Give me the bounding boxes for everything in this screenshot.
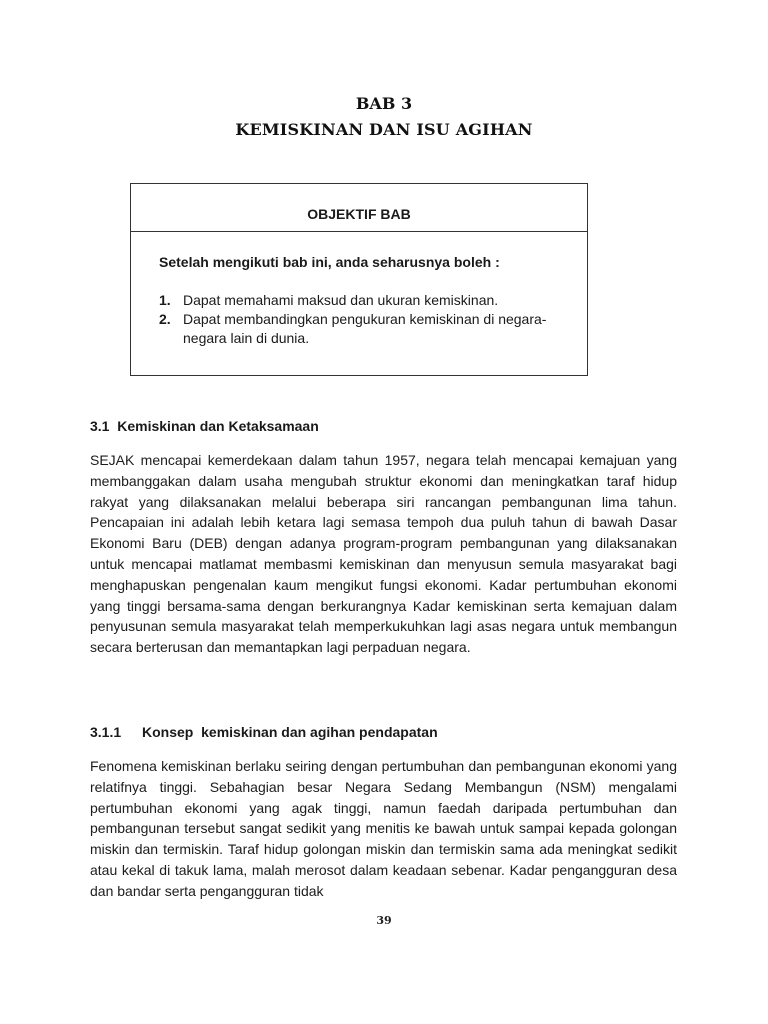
section-heading-3-1: 3.1 Kemiskinan dan Ketaksamaan: [90, 418, 319, 434]
page-number: 39: [376, 914, 392, 927]
list-item: [159, 310, 569, 348]
list-item-text: Dapat membandingkan pengukuran kemiskinan di negara-negara lain di dunia.: [183, 311, 547, 346]
objectives-header: OBJEKTIF BAB: [131, 184, 587, 232]
chapter-title: KEMISKINAN DAN ISU AGIHAN: [235, 120, 533, 139]
list-item-text: Dapat memahami maksud dan ukuran kemiskinan.: [183, 292, 499, 308]
list-item-number: 1.: [159, 292, 171, 308]
section-heading-3-1-1: [90, 724, 438, 740]
list-item: [159, 291, 569, 310]
objectives-list: [159, 291, 569, 348]
section-number: 3.1.1: [90, 724, 122, 740]
objectives-intro: Setelah mengikuti bab ini, anda seharusnya boleh :: [159, 254, 500, 270]
list-item-number: 2.: [159, 311, 171, 327]
objectives-box: [130, 183, 588, 376]
chapter-number: BAB 3: [355, 94, 413, 113]
section-3-1-1-paragraph: Fenomena kemiskinan berlaku seiring dengan pertumbuhan dan pembangunan ekonomi yang relatifnya tinggi. Sebahagian besar Negara Sedang Membangun (NSM) mengalami pertumbuhan ekonomi yang agak tinggi, namun faedah daripada pertumbuhan dan pembangunan tersebut sangat sedikit yang menitis ke bawah untuk sampai kepada golongan miskin dan termiskin. Taraf hidup golongan miskin dan termiskin sama ada meningkat sedikit atau kekal di takuk lama, malah merosot dalam keadaan sebenar. Kadar pengangguran desa dan bandar serta pengangguran tidak: [90, 758, 677, 899]
section-title: Konsep kemiskinan dan agihan pendapatan: [142, 724, 438, 740]
section-3-1-paragraph: SEJAK mencapai kemerdekaan dalam tahun 1957, negara telah mencapai kemajuan yang membanggakan dalam usaha mengubah struktur ekonomi dan meningkatkan taraf hidup rakyat yang dilaksanakan melalui beberapa siri rancangan pembangunan lima tahun. Pencapaian ini adalah lebih ketara lagi semasa tempoh dua puluh tahun di bawah Dasar Ekonomi Baru (DEB) dengan adanya program-program pembangunan yang dilaksanakan untuk mencapai matlamat membasmi kemiskinan dan menyusun semula masyarakat bagi menghapuskan pengenalan kaum mengikut fungsi ekonomi. Kadar pertumbuhan ekonomi yang tinggi bersama-sama dengan berkurangnya Kadar kemiskinan serta kemajuan dalam penyusunan semula masyarakat telah memperkukuhkan lagi asas negara untuk membangun secara berterusan dan memantapkan lagi perpaduan negara.: [90, 452, 677, 656]
